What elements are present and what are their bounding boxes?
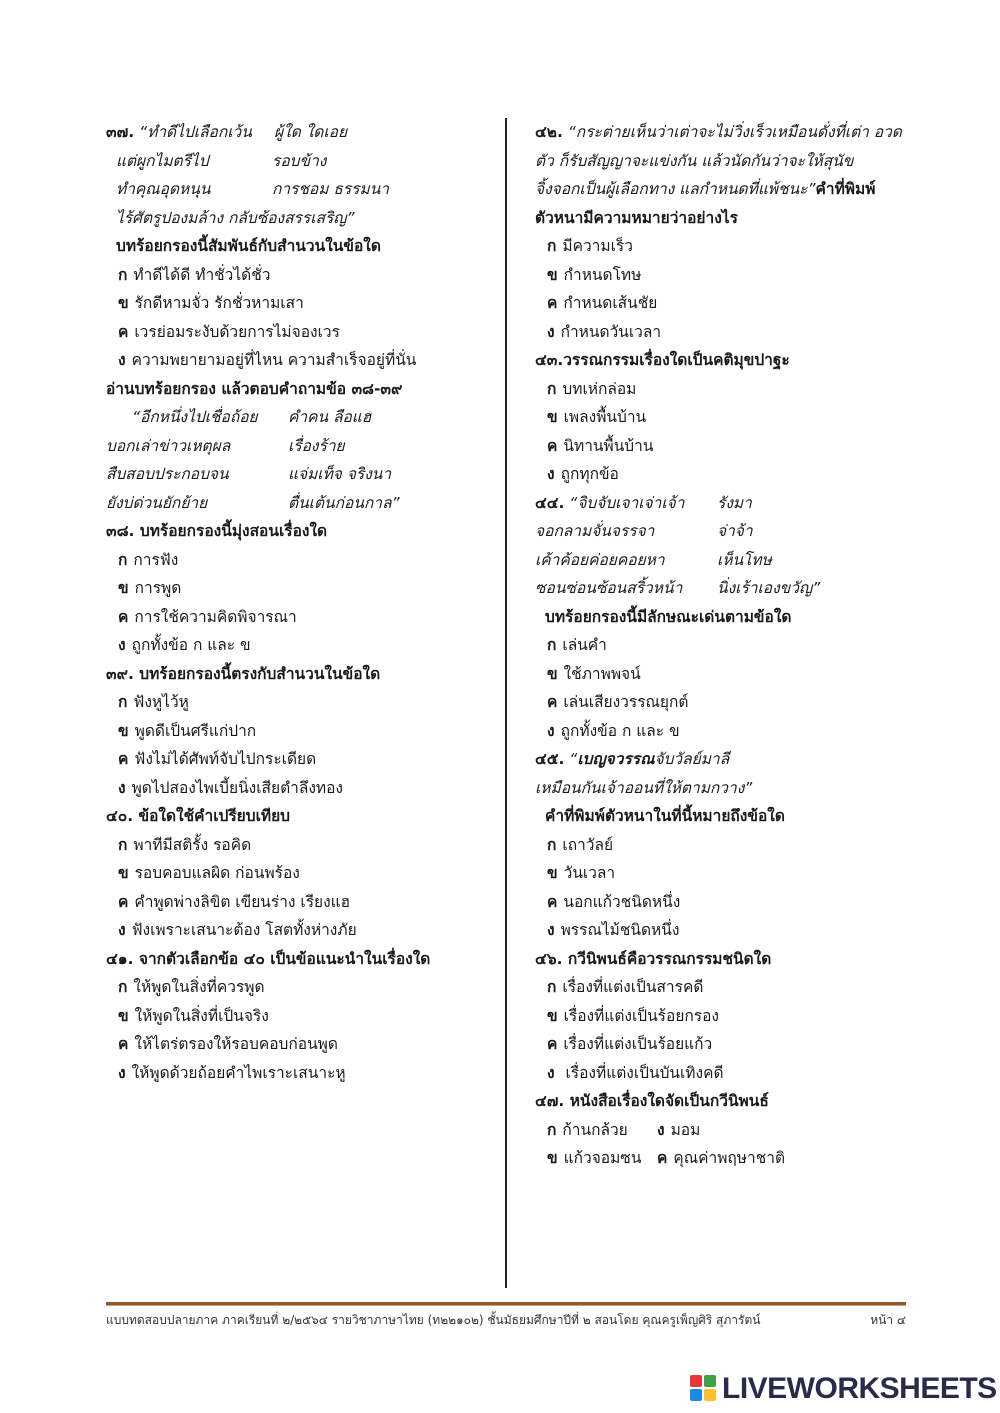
q41-option-b[interactable]: ข ให้พูดในสิ่งที่เป็นจริง — [118, 1006, 269, 1025]
left-column — [106, 118, 496, 1087]
q42-option-c[interactable]: ค กำหนดเส้นชัย — [547, 294, 658, 312]
q46-option-d[interactable]: ง เรื่องที่แต่งเป็นบันเทิงคดี — [547, 1063, 724, 1082]
q42-option-b[interactable]: ข กำหนดโทษ — [547, 265, 642, 284]
q44-option-c[interactable]: ค เล่นเสียงวรรณยุกต์ — [547, 693, 689, 711]
q44-option-a[interactable]: ก เล่นคำ — [547, 636, 607, 654]
q47-option-a[interactable]: ก ก้านกล้วย — [547, 1120, 628, 1139]
q41-option-d[interactable]: ง ให้พูดด้วยถ้อยคำไพเราะเสนาะหู — [118, 1063, 346, 1082]
q40-option-a[interactable]: ก พาทีมีสติรั้ง รอคิด — [118, 835, 252, 854]
q38-option-d[interactable]: ง ถูกทั้งข้อ ก และ ข — [118, 636, 251, 654]
q37-poem-line-2: แต่ผูกไมตรีไป รอบข้าง — [116, 151, 327, 170]
read-instruction: อ่านบทร้อยกรอง แล้วตอบคำถามข้อ ๓๘-๓๙ — [106, 379, 403, 398]
q44-question: บทร้อยกรองนี้มีลักษณะเด่นตามข้อใด — [545, 607, 792, 626]
q37-poem-line-3: ทำคุณอุดหนุน การชอม ธรรมนา — [116, 180, 390, 198]
q37-question: บทร้อยกรองนี้สัมพันธ์กับสำนวนในข้อใด — [116, 237, 381, 255]
q43-option-a[interactable]: ก บทเห่กล่อม — [547, 379, 637, 398]
q43-option-c[interactable]: ค นิทานพื้นบ้าน — [547, 436, 654, 455]
q39-option-b[interactable]: ข พูดดีเป็นศรีแก่ปาก — [118, 721, 257, 740]
q47-option-b[interactable]: ข แก้วจอมซน — [547, 1149, 642, 1167]
q47-question: ๔๗. หนังสือเรื่องใดจัดเป็นกวีนิพนธ์ — [535, 1092, 769, 1110]
q46-question: ๔๖. กวีนิพนธ์คือวรรณกรรมชนิดใด — [535, 949, 772, 968]
q40-question: ๔๐. ข้อใดใช้คำเปรียบเทียบ — [106, 807, 291, 825]
q38-option-a[interactable]: ก การฟัง — [118, 550, 179, 569]
q44-poem-line-3: เค้าค้อยค่อยคอยหา เห็นโทษ — [535, 550, 772, 569]
q47-options-row-2 — [535, 1144, 935, 1173]
page-number: หน้า ๔ — [870, 1313, 906, 1327]
q42-quote-line-2: ตัว ก็รับสัญญาจะแข่งกัน แล้วนัดกันว่าจะให้สุนัข — [535, 151, 854, 170]
q46-option-b[interactable]: ข เรื่องที่แต่งเป็นร้อยกรอง — [547, 1006, 719, 1025]
q44-poem-line-4: ซอนซ่อนซ้อนสริ้วหน้า นิ่งเร้าเองขวัญ” — [535, 579, 821, 597]
q45-quote-line-1: ๔๕. “เบญจวรรณจับวัลย์มาลี — [535, 750, 730, 768]
q39-question: ๓๙. บทร้อยกรองนี้ตรงกับสำนวนในข้อใด — [106, 664, 381, 683]
q37-option-b[interactable]: ข รักดีหามจั่ว รักชั่วหามเสา — [118, 294, 304, 312]
poem2-line-2: บอกเล่าข่าวเหตุผล เรื่องร้าย — [106, 436, 345, 455]
poem2-line-3: สืบสอบประกอบจน แจ่มเท็จ จริงนา — [106, 465, 392, 483]
q45-option-b[interactable]: ข วันเวลา — [547, 864, 616, 882]
q43-question: ๔๓.วรรณกรรมเรื่องใดเป็นคติมุขปาฐะ — [535, 351, 790, 369]
q45-option-c[interactable]: ค นอกแก้วชนิดหนึ่ง — [547, 892, 681, 911]
q38-option-b[interactable]: ข การพูด — [118, 579, 182, 597]
q37-poem-line-1: ๓๗. “ทำดีไปเลือกเว้น ผู้ใด ใดเอย — [106, 118, 496, 147]
q37-option-a[interactable]: ก ทำดีได้ดี ทำชั่วได้ชั่ว — [118, 265, 271, 284]
q40-option-b[interactable]: ข รอบคอบแลผิด ก่อนพร้อง — [118, 864, 300, 882]
q37-number: ๓๗. — [106, 123, 135, 141]
poem2-line-1: “อีกหนึ่งไปเชื่อถ้อย คำคน ลือแฮ — [132, 408, 372, 426]
q44-option-d[interactable]: ง ถูกทั้งข้อ ก และ ข — [547, 721, 680, 740]
q39-option-a[interactable]: ก ฟังหูไว้หู — [118, 693, 189, 711]
q37-poem-line-4: ไร้ศัตรูปองมล้าง กลับซ้องสรรเสริญ” — [116, 208, 355, 227]
poem2-line-4: ยังบ่ด่วนยักย้าย ตื่นเต้นก่อนกาล” — [106, 493, 400, 512]
footer-rule — [106, 1302, 906, 1306]
right-column — [535, 118, 935, 1173]
q44-option-b[interactable]: ข ใช้ภาพพจน์ — [547, 664, 641, 683]
q45-question: คำที่พิมพ์ตัวหนาในที่นี้หมายถึงข้อใด — [545, 807, 785, 825]
q42-option-a[interactable]: ก มีความเร็ว — [547, 237, 633, 255]
brand-name: LIVEWORKSHEETS — [722, 1372, 997, 1405]
q41-question: ๔๑. จากตัวเลือกข้อ ๔๐ เป็นข้อแนะนำในเรื่องใด — [106, 949, 431, 968]
q46-option-a[interactable]: ก เรื่องที่แต่งเป็นสารคดี — [547, 978, 704, 996]
q45-option-a[interactable]: ก เถาวัลย์ — [547, 835, 614, 854]
q47-options-row-1 — [535, 1116, 935, 1145]
footer — [106, 1311, 906, 1330]
liveworksheets-brand[interactable] — [690, 1372, 997, 1406]
q37-option-c[interactable]: ค เวรย่อมระงับด้วยการไม่จองเวร — [118, 322, 340, 341]
q40-option-c[interactable]: ค คำพูดพ่างลิขิต เขียนร่าง เรียงแฮ — [118, 892, 351, 911]
liveworksheets-logo-icon — [690, 1375, 718, 1403]
q39-option-c[interactable]: ค ฟังไม่ได้ศัพท์จับไปกระเดียด — [118, 750, 317, 768]
q44-poem-line-2: จอกลามจั่นจรรจา จ่าจ้า — [535, 522, 753, 540]
q39-option-d[interactable]: ง พูดไปสองไพเบี้ยนิ่งเสียตำลึงทอง — [118, 778, 344, 797]
q43-option-b[interactable]: ข เพลงพื้นบ้าน — [547, 408, 647, 426]
q46-option-c[interactable]: ค เรื่องที่แต่งเป็นร้อยแก้ว — [547, 1035, 713, 1053]
q45-quote-line-2: เหมือนกันเจ้าออนที่ให้ตามกวาง” — [535, 778, 753, 797]
column-divider — [505, 118, 507, 1288]
q47-option-d[interactable]: ง มอม — [657, 1120, 701, 1139]
q42-question: ตัวหนามีความหมายว่าอย่างไร — [535, 208, 738, 227]
q45-option-d[interactable]: ง พรรณไม้ชนิดหนึ่ง — [547, 921, 680, 939]
q38-option-c[interactable]: ค การใช้ความคิดพิจารณา — [118, 607, 297, 626]
q41-option-c[interactable]: ค ให้ไตร่ตรองให้รอบคอบก่อนพูด — [118, 1035, 338, 1053]
q44-poem-line-1: ๔๔. “จิบจับเจาเจ่าเจ้า รังมา — [535, 493, 752, 512]
q47-option-c[interactable]: ค คุณค่าพฤษาชาติ — [657, 1149, 786, 1167]
footer-text: แบบทดสอบปลายภาค ภาคเรียนที่ ๒/๒๕๖๔ รายวิชาภาษาไทย (ท๒๒๑๐๒) ชั้นมัธยมศึกษาปีที่ ๒ สอนโดย คุณครูเพ็ญศิริ สุภารัตน์ — [106, 1313, 761, 1327]
q42-quote-line-3: จิ้งจอกเป็นผู้เลือกทาง แลกำหนดที่แพ้ชนะ”คำที่พิมพ์ — [535, 180, 876, 198]
q37-option-d[interactable]: ง ความพยายามอยู่ที่ไหน ความสำเร็จอยู่ที่นั่น — [118, 351, 417, 369]
q42-option-d[interactable]: ง กำหนดวันเวลา — [547, 322, 662, 341]
q43-option-d[interactable]: ง ถูกทุกข้อ — [547, 465, 619, 483]
q38-question: ๓๘. บทร้อยกรองนี้มุ่งสอนเรื่องใด — [106, 522, 328, 540]
q42-quote-line-1: ๔๒. “กระต่ายเห็นว่าเต่าจะไม่วิ่งเร็วเหมือนดั่งที่เต่า อวด — [535, 123, 902, 141]
q41-option-a[interactable]: ก ให้พูดในสิ่งที่ควรพูด — [118, 978, 265, 996]
q40-option-d[interactable]: ง ฟังเพราะเสนาะต้อง โสตทั้งห่างภัย — [118, 921, 357, 939]
